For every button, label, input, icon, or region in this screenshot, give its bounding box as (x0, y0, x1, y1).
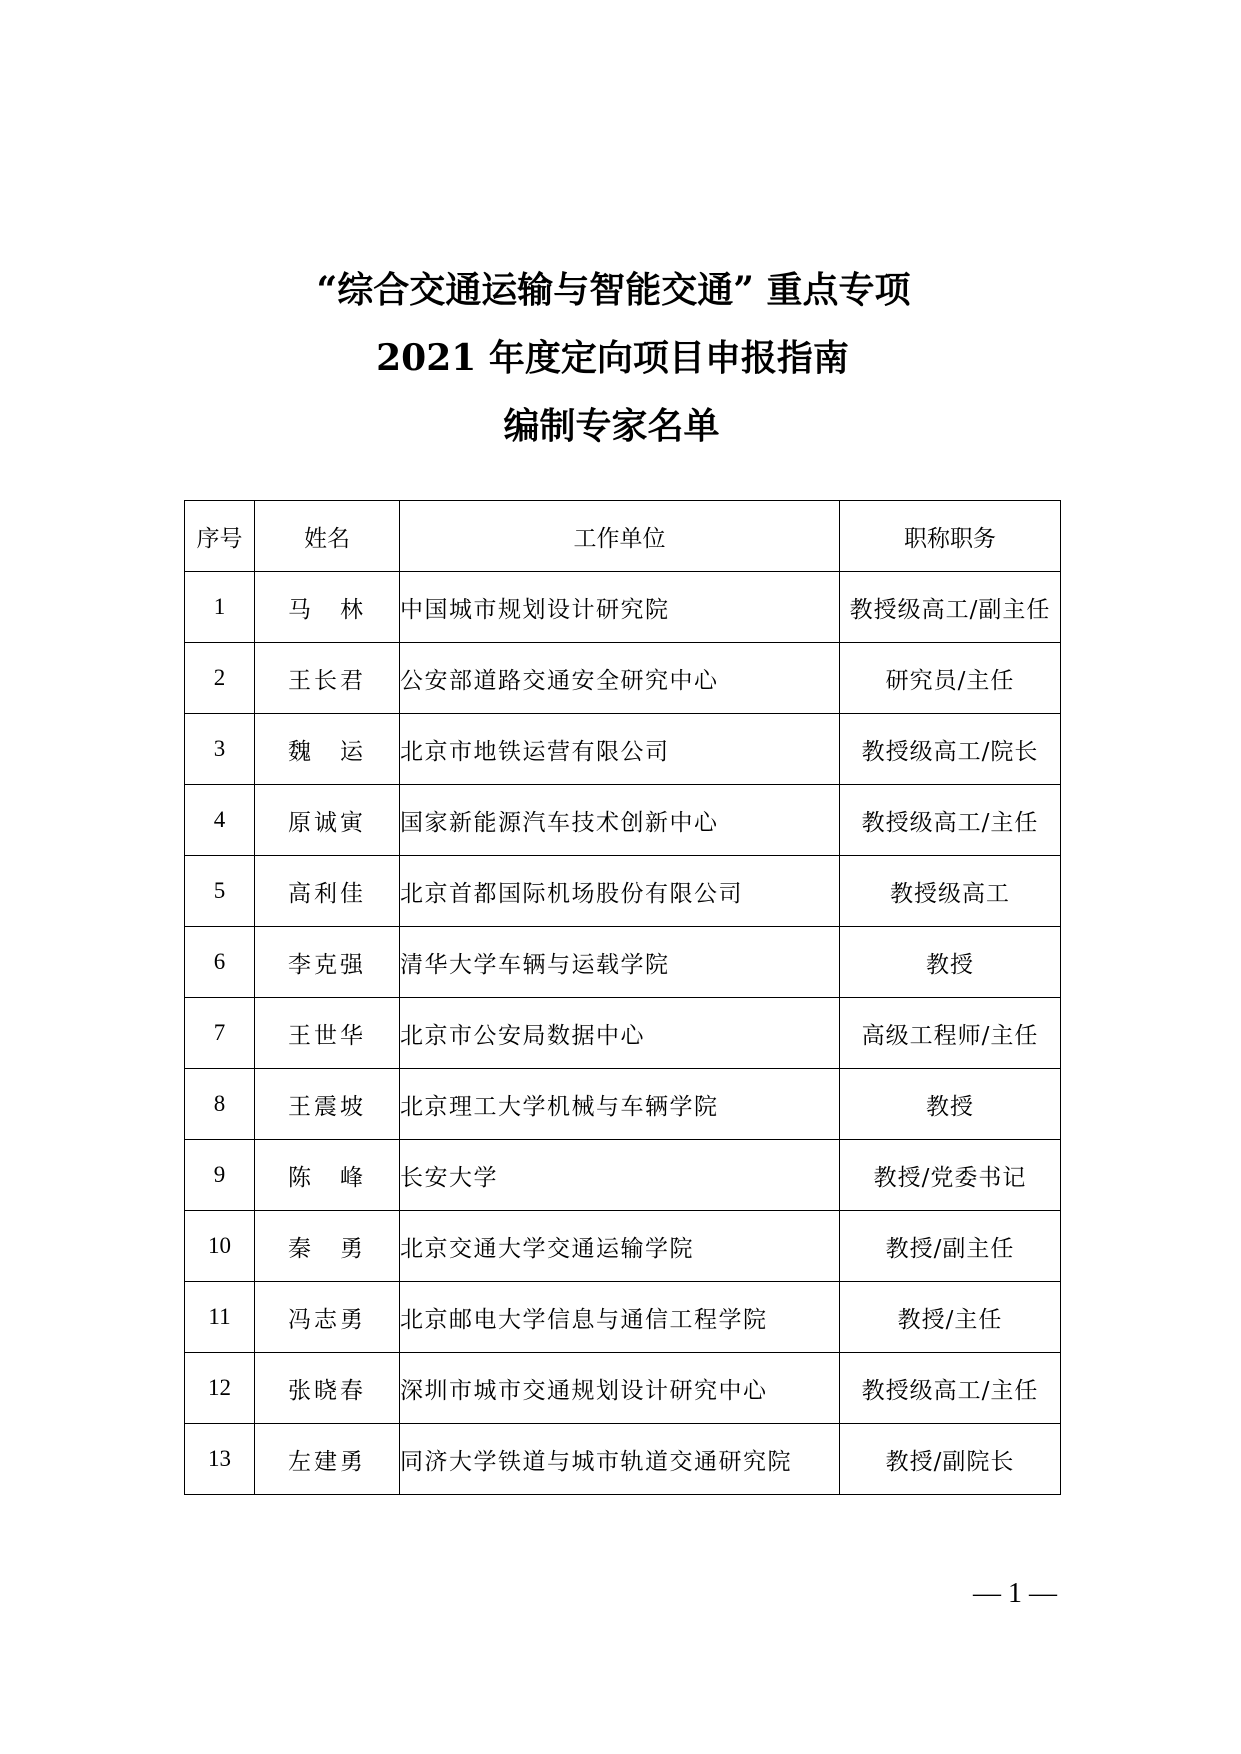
cell-name: 秦 勇 (255, 1211, 400, 1282)
cell-no: 11 (185, 1282, 255, 1353)
cell-no: 13 (185, 1424, 255, 1495)
table-row (185, 1353, 1061, 1424)
cell-title: 教授级高工/院长 (840, 714, 1061, 785)
cell-title: 教授级高工 (840, 856, 1061, 927)
cell-org: 国家新能源汽车技术创新中心 (400, 785, 840, 856)
cell-name: 王长君 (255, 643, 400, 714)
cell-name: 张晓春 (255, 1353, 400, 1424)
cell-no: 6 (185, 927, 255, 998)
cell-name: 冯志勇 (255, 1282, 400, 1353)
cell-org: 北京交通大学交通运输学院 (400, 1211, 840, 1282)
table-row (185, 714, 1061, 785)
cell-no: 7 (185, 998, 255, 1069)
cell-no: 5 (185, 856, 255, 927)
cell-name: 王震坡 (255, 1069, 400, 1140)
expert-list-table (184, 500, 1061, 1495)
cell-org: 同济大学铁道与城市轨道交通研究院 (400, 1424, 840, 1495)
header-org: 工作单位 (400, 501, 840, 572)
document-title (0, 269, 1241, 447)
cell-org: 北京邮电大学信息与通信工程学院 (400, 1282, 840, 1353)
cell-title: 教授 (840, 1069, 1061, 1140)
header-no: 序号 (185, 501, 255, 572)
cell-org: 公安部道路交通安全研究中心 (400, 643, 840, 714)
cell-name: 王世华 (255, 998, 400, 1069)
header-name: 姓名 (255, 501, 400, 572)
cell-org: 北京市地铁运营有限公司 (400, 714, 840, 785)
title-line-1: “综合交通运输与智能交通” 重点专项 (316, 269, 911, 311)
page-number: — 1 — (973, 1578, 1057, 1609)
table-row (185, 1282, 1061, 1353)
cell-title: 教授级高工/副主任 (840, 572, 1061, 643)
cell-org: 中国城市规划设计研究院 (400, 572, 840, 643)
table-row (185, 1069, 1061, 1140)
cell-no: 9 (185, 1140, 255, 1211)
table-row (185, 572, 1061, 643)
table-row (185, 1211, 1061, 1282)
table-row (185, 927, 1061, 998)
title-line-3: 编制专家名单 (503, 405, 720, 447)
cell-org: 长安大学 (400, 1140, 840, 1211)
cell-no: 4 (185, 785, 255, 856)
cell-title: 教授 (840, 927, 1061, 998)
cell-title: 教授/主任 (840, 1282, 1061, 1353)
table-row (185, 1140, 1061, 1211)
cell-no: 8 (185, 1069, 255, 1140)
cell-name: 李克强 (255, 927, 400, 998)
table-row (185, 785, 1061, 856)
cell-no: 12 (185, 1353, 255, 1424)
cell-name: 高利佳 (255, 856, 400, 927)
cell-org: 清华大学车辆与运载学院 (400, 927, 840, 998)
table-row (185, 856, 1061, 927)
cell-name: 马 林 (255, 572, 400, 643)
table-row (185, 998, 1061, 1069)
cell-org: 北京理工大学机械与车辆学院 (400, 1069, 840, 1140)
cell-no: 10 (185, 1211, 255, 1282)
cell-org: 北京市公安局数据中心 (400, 998, 840, 1069)
cell-org: 北京首都国际机场股份有限公司 (400, 856, 840, 927)
cell-title: 教授/党委书记 (840, 1140, 1061, 1211)
cell-name: 陈 峰 (255, 1140, 400, 1211)
cell-no: 1 (185, 572, 255, 643)
cell-name: 左建勇 (255, 1424, 400, 1495)
cell-title: 教授/副院长 (840, 1424, 1061, 1495)
table-row (185, 1424, 1061, 1495)
header-title: 职称职务 (840, 501, 1061, 572)
cell-title: 高级工程师/主任 (840, 998, 1061, 1069)
table-header-row (185, 501, 1061, 572)
cell-org: 深圳市城市交通规划设计研究中心 (400, 1353, 840, 1424)
cell-no: 3 (185, 714, 255, 785)
cell-name: 原诚寅 (255, 785, 400, 856)
cell-no: 2 (185, 643, 255, 714)
cell-title: 教授/副主任 (840, 1211, 1061, 1282)
cell-title: 研究员/主任 (840, 643, 1061, 714)
cell-title: 教授级高工/主任 (840, 785, 1061, 856)
cell-title: 教授级高工/主任 (840, 1353, 1061, 1424)
cell-name: 魏 运 (255, 714, 400, 785)
table-row (185, 643, 1061, 714)
title-line-2: 2021 年度定向项目申报指南 (376, 337, 849, 379)
